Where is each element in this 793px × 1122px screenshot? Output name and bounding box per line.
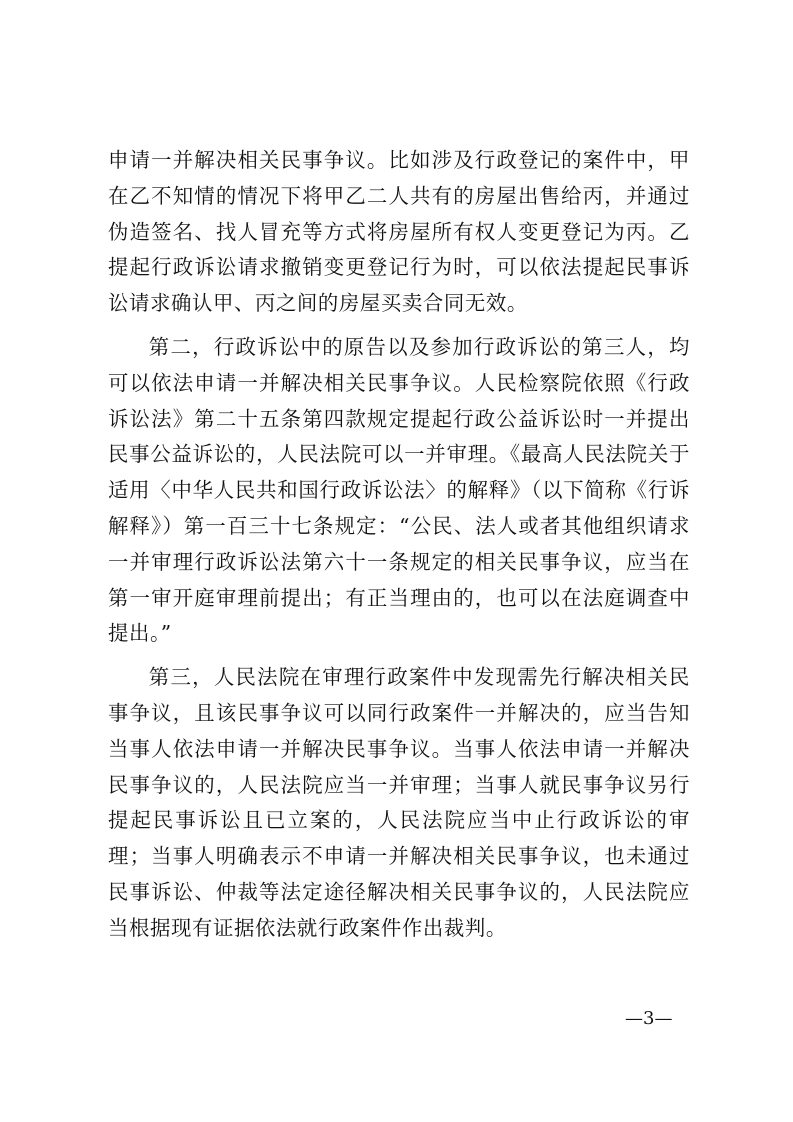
paragraph-1: 申请一并解决相关民事争议。比如涉及行政登记的案件中，甲在乙不知情的情况下将甲乙二人共有的房屋出售给丙，并通过伪造签名、找人冒充等方式将房屋所有权人变更登记为丙。乙提起行政诉讼请求撤销变更登记行为时，可以依法提起民事诉讼请求确认甲、丙之间的房屋买卖合同无效。 <box>108 148 690 316</box>
paragraph-3: 第三，人民法院在审理行政案件中发现需先行解决相关民事争议，且该民事争议可以同行政案件一并解决的，应当告知当事人依法申请一并解决民事争议。当事人依法申请一并解决民事争议的，人民法院应当一并审理；当事人就民事争议另行提起民事诉讼且已立案的，人民法院应当中止行政诉讼的审理；当事人明确表示不申请一并解决相关民事争议，也未通过民事诉讼、仲裁等法定途径解决相关民事争议的，人民法院应当根据现有证据依法就行政案件作出裁判。 <box>108 665 690 940</box>
paragraph-2: 第二，行政诉讼中的原告以及参加行政诉讼的第三人，均可以依法申请一并解决相关民事争议。人民检察院依照《行政诉讼法》第二十五条第四款规定提起行政公益诉讼时一并提出民事公益诉讼的，人民法院可以一并审理。《最高人民法院关于适用〈中华人民共和国行政诉讼法〉的解释》（以下简称《行诉解释》）第一百三十七条规定：“公民、法人或者其他组织请求一并审理行政诉讼法第六十一条规定的相关民事争议，应当在第一审开庭审理前提出；有正当理由的，也可以在法庭调查中提出。” <box>108 334 690 646</box>
document-body <box>108 143 690 947</box>
page-number: —3— <box>625 1008 673 1029</box>
